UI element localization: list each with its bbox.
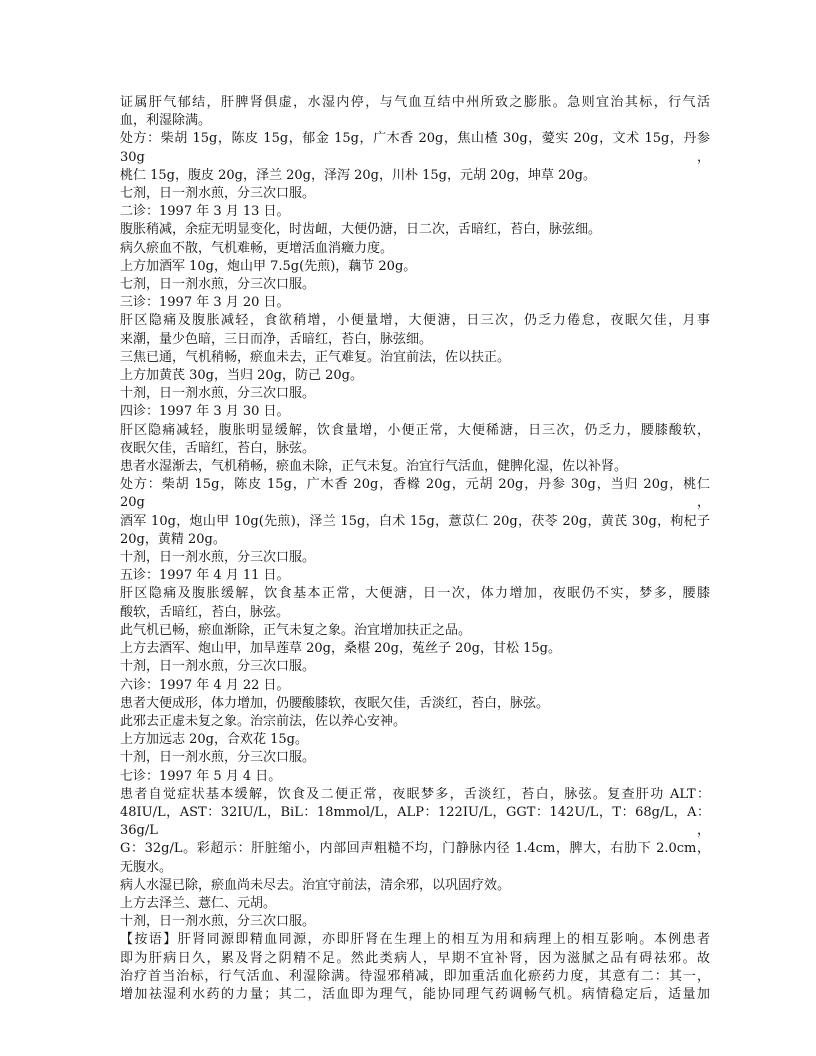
dosage-instruction: 七剂，日一剂水煎，分三次口服。 — [120, 277, 316, 293]
prescription-modification: 上方去泽兰、薏仁、元胡。 — [120, 895, 277, 911]
lab-results-line: 48IU/L，AST：32IU/L，BiL：18mmol/L，ALP：122IU/L，GGT：142U/L，T：68g/L，A：36g/L， — [120, 804, 710, 839]
diagnosis-line: 病久瘀血不散，气机难畅，更增活血消癥力度。 — [120, 240, 394, 256]
symptoms-line: 来潮，量少色暗，三日而净，舌暗红，苔白，脉弦细。 — [120, 331, 433, 347]
prescription-line-2: 桃仁 15g，腹皮 20g，泽兰 20g，泽泻 20g，川朴 15g，元胡 20g，坤草 20g。 — [120, 167, 596, 183]
diagnosis-line: 三焦已通，气机稍畅，瘀血未去，正气难复。治宜前法，佐以扶正。 — [120, 349, 511, 365]
symptoms-line: 腹胀稍减，余症无明显变化，时齿衄，大便仍溏，日二次，舌暗红，苔白，脉弦细。 — [120, 222, 602, 238]
diagnosis-line: 此气机已畅，瘀血渐除，正气未复之象。治宜增加扶正之品。 — [120, 622, 472, 638]
lab-results-line: 无腹水。 — [120, 859, 173, 875]
visit-heading-5: 五诊：1997 年 4 月 11 日。 — [120, 568, 290, 584]
dosage-instruction: 十剂，日一剂水煎，分三次口服。 — [120, 386, 316, 402]
visit-heading-4: 四诊：1997 年 3 月 30 日。 — [120, 404, 290, 420]
symptoms-line: 肝区隐痛减轻，腹胀明显缓解，饮食量增，小便正常，大便稀溏，日三次，仍乏力，腰膝酸软， — [120, 422, 710, 438]
document-page — [120, 94, 715, 1004]
commentary-line: 【按语】肝肾同源即精血同源，亦即肝肾在生理上的相互为用和病理上的相互影响。本例患者 — [120, 932, 710, 948]
prescription-modification: 上方加远志 20g，合欢花 15g。 — [120, 732, 308, 748]
text-line-2: 血，利湿除满。 — [120, 113, 212, 129]
visit-heading-2: 二诊：1997 年 3 月 13 日。 — [120, 204, 290, 220]
diagnosis-line: 患者水湿渐去，气机稍畅，瘀血未除，正气未复。治宜行气活血，健脾化湿，佐以补肾。 — [120, 459, 628, 475]
visit-heading-7: 七诊：1997 年 5 月 4 日。 — [120, 768, 282, 784]
prescription-modification: 上方加酒军 10g，炮山甲 7.5g(先煎)，藕节 20g。 — [120, 258, 417, 274]
prescription-modification: 上方加黄芪 30g，当归 20g，防己 20g。 — [120, 368, 363, 384]
prescription-modification: 上方去酒军、炮山甲，加旱莲草 20g，桑椹 20g，菟丝子 20g，甘松 15g。 — [120, 641, 561, 657]
prescription-line: 处方：柴胡 15g，陈皮 15g，广木香 20g，香橼 20g，元胡 20g，丹参 30g，当归 20g，桃仁 20g， — [120, 477, 715, 511]
prescription-line: 酒军 10g，炮山甲 10g(先煎)，泽兰 15g，白术 15g，薏苡仁 20g，茯苓 20g，黄芪 30g，枸杞子 — [120, 513, 710, 529]
commentary-line: 增加祛湿利水药的力量；其二，活血即为理气，能协同理气药调畅气机。病情稳定后，适量加 — [120, 986, 710, 1002]
symptoms-line: 肝区隐痛及腹胀缓解，饮食基本正常，大便溏，日一次，体力增加，夜眠仍不实，梦多，腰膝 — [120, 586, 710, 602]
diagnosis-line: 病人水湿已除，瘀血尚未尽去。治宜守前法，清余邪，以巩固疗效。 — [120, 877, 511, 893]
visit-heading-6: 六诊：1997 年 4 月 22 日。 — [120, 677, 290, 693]
symptoms-line: 酸软，舌暗红，苔白，脉弦。 — [120, 604, 290, 620]
prescription-line-1: 处方：柴胡 15g，陈皮 15g，郁金 15g，广木香 20g，焦山楂 30g，薆实 20g，文术 15g，丹参 30g， — [120, 131, 715, 165]
visit-heading-3: 三诊：1997 年 3 月 20 日。 — [120, 295, 290, 311]
symptoms-line: 患者自觉症状基本缓解，饮食及二便正常，夜眠梦多，舌淡红，苔白，脉弦。复查肝功 ALT： — [120, 786, 710, 802]
dosage-instruction: 十剂，日一剂水煎，分三次口服。 — [120, 914, 316, 930]
diagnosis-line: 此邪去正虚未复之象。治宗前法，佐以养心安神。 — [120, 713, 407, 729]
commentary-line: 即为肝病日久，累及肾之阴精不足。然此类病人，早期不宜补肾，因为滋腻之品有碍祛邪。故 — [120, 950, 710, 966]
dosage-instruction: 十剂，日一剂水煎，分三次口服。 — [120, 550, 316, 566]
prescription-line: 20g，黄精 20g。 — [120, 531, 226, 547]
dosage-instruction: 十剂，日一剂水煎，分三次口服。 — [120, 750, 316, 766]
dosage-instruction: 十剂，日一剂水煎，分三次口服。 — [120, 659, 316, 675]
lab-results-line: G：32g/L。彩超示：肝脏缩小，内部回声粗糙不均，门静脉内径 1.4cm，脾大，右肋下 2.0cm， — [120, 841, 710, 857]
symptoms-line: 夜眠欠佳，舌暗红，苔白，脉弦。 — [120, 440, 316, 456]
symptoms-line: 肝区隐痛及腹胀减轻，食欲稍增，小便量增，大便溏，日三次，仍乏力倦怠，夜眠欠佳，月事 — [120, 313, 710, 329]
symptoms-line: 患者大便成形，体力增加，仍腰酸膝软，夜眠欠佳，舌淡红，苔白，脉弦。 — [120, 695, 550, 711]
text-line-1: 证属肝气郁结，肝脾肾俱虚，水湿内停，与气血互结中州所致之膨胀。急则宜治其标，行气活 — [120, 95, 710, 110]
dosage-instruction: 七剂，日一剂水煎，分三次口服。 — [120, 186, 316, 202]
commentary-line: 治疗首当治标，行气活血、利湿除满。待湿邪稍减，即加重活血化瘀药力度，其意有二：其一， — [120, 968, 710, 984]
